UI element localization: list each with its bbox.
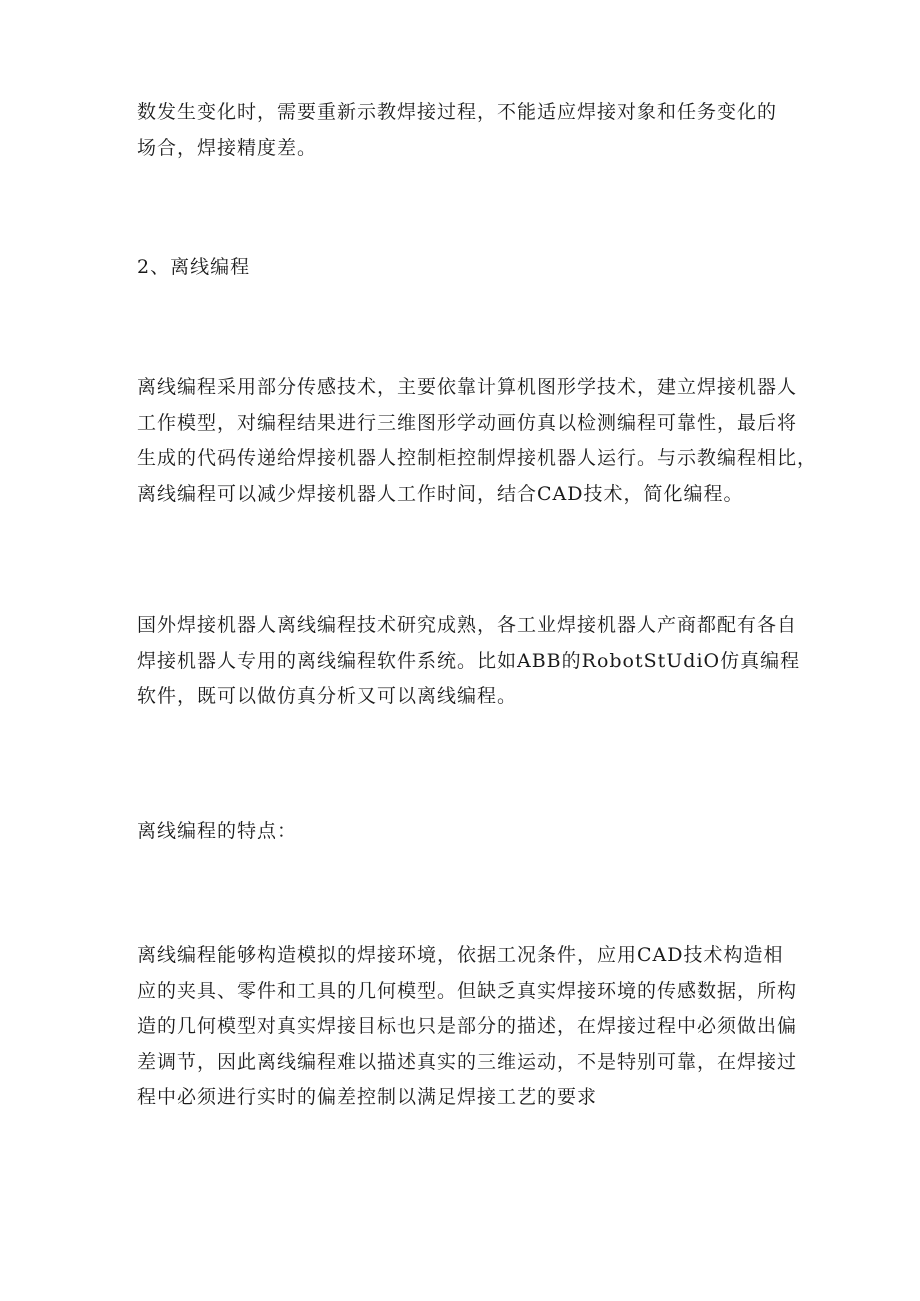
text-line: 离线编程可以减少焊接机器人工作时间，结合CAD技术，简化编程。 (137, 482, 744, 505)
section-heading-features (137, 814, 802, 850)
text-line: 软件，既可以做仿真分析又可以离线编程。 (137, 685, 518, 707)
text-line: 焊接机器人专用的离线编程软件系统。比如ABB的RobotStUdiO仿真编程 (137, 649, 801, 672)
text-line: 应的夹具、零件和工具的几何模型。但缺乏真实焊接环境的传感数据，所构 (137, 979, 798, 1002)
text-line: 工作模型，对编程结果进行三维图形学动画仿真以检测编程可靠性，最后将 (137, 411, 798, 434)
heading-text: 离线编程的特点： (137, 820, 298, 842)
heading-text: 2、离线编程 (137, 256, 251, 278)
text-line: 生成的代码传递给焊接机器人控制柜控制焊接机器人运行。与示教编程相比， (137, 447, 818, 469)
text-line: 造的几何模型对真实焊接目标也只是部分的描述，在焊接过程中必须做出偏 (137, 1015, 798, 1037)
paragraph-offline-features (137, 938, 802, 1116)
text-line: 离线编程采用部分传感技术，主要依靠计算机图形学技术，建立焊接机器人 (137, 376, 798, 398)
paragraph-foreign-software (137, 608, 802, 715)
section-heading-offline-programming (137, 250, 802, 286)
text-line: 程中必须进行实时的偏差控制以满足焊接工艺的要求 (137, 1086, 598, 1108)
text-line: 离线编程能够构造模拟的焊接环境，依据工况条件，应用CAD技术构造相 (137, 944, 784, 966)
text-line: 数发生变化时，需要重新示教焊接过程，不能适应焊接对象和任务变化的 (137, 101, 778, 123)
text-line: 国外焊接机器人离线编程技术研究成熟，各工业焊接机器人产商都配有各自 (137, 614, 798, 636)
text-line: 场合，焊接精度差。 (137, 136, 318, 159)
paragraph-offline-programming-intro (137, 370, 818, 512)
text-line: 差调节，因此离线编程难以描述真实的三维运动，不是特别可靠，在焊接过 (137, 1050, 798, 1073)
paragraph-teaching-drawbacks (137, 95, 802, 166)
